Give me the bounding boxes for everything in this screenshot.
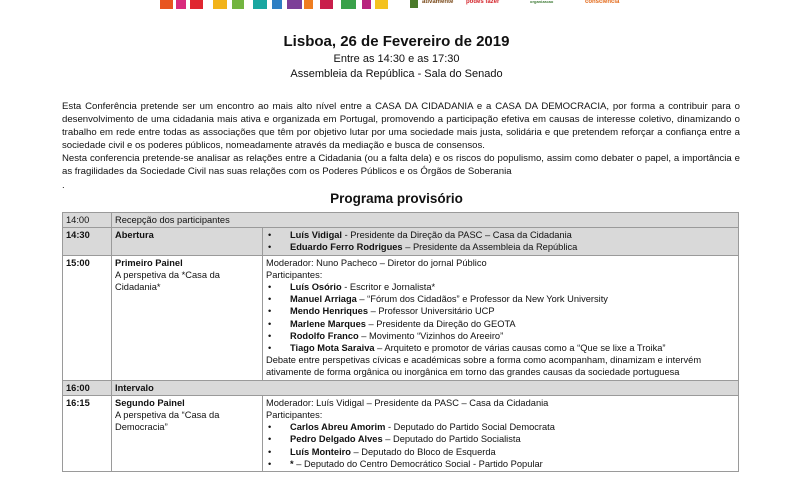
event-venue: Assembleia da República - Sala do Senado <box>290 68 503 80</box>
label-cell: Intervalo <box>112 380 739 395</box>
intro-paragraph-3: . <box>62 179 65 191</box>
logo-text-podes: podes fazer <box>466 0 500 5</box>
speaker-role: – Movimento “Vizinhos do Areeiro” <box>358 330 504 341</box>
speaker-role: – “Fórum dos Cidadãos” e Professor da New York University <box>356 294 608 305</box>
label-cell <box>112 395 263 471</box>
time-cell: 16:15 <box>63 395 112 471</box>
intro-text <box>62 100 740 192</box>
intro-paragraph-2: Nesta conferencia pretende-se analisar as relações entre a Cidadania (ou a falta dela) e os riscos do populismo, assim como debater o papel, a importância e as fragilidades da Sociedade Civil nas suas relações com os Poderes Públicos e os Órgãos de Soberania <box>62 153 740 178</box>
participants-heading: Participantes: <box>266 410 323 421</box>
speaker-name: Carlos Abreu Amorim <box>290 422 386 433</box>
time-cell: 16:00 <box>63 380 112 395</box>
speaker-role: – Presidente da Assembleia da República <box>402 242 578 253</box>
label-cell: Recepção dos participantes <box>112 213 739 228</box>
time-cell: 14:00 <box>63 213 112 228</box>
panel-label: Segundo Painel <box>115 397 185 408</box>
label-cell <box>112 255 263 380</box>
logo-house-icon <box>410 0 418 8</box>
logo-block-blue <box>272 0 282 9</box>
speaker-name: Luís Osório <box>290 282 342 293</box>
logo-strip <box>0 0 793 14</box>
logo-block-yellow <box>213 0 227 9</box>
speaker-list <box>266 229 735 253</box>
list-item <box>266 241 735 253</box>
speaker-name: Tiago Mota Saraiva <box>290 343 375 354</box>
list-item <box>266 446 735 458</box>
logo-block-orange <box>160 0 173 9</box>
panel-subtitle: A perspetiva da “Casa da Democracia” <box>115 410 220 433</box>
list-item <box>266 330 735 342</box>
detail-cell <box>263 255 739 380</box>
program-table <box>62 212 739 472</box>
list-item <box>266 293 735 305</box>
table-row-panel-1 <box>63 255 739 380</box>
logo-block-purple <box>287 0 302 9</box>
speaker-name: Eduardo Ferro Rodrigues <box>290 242 403 253</box>
speaker-role: – Presidente da Direção do GEOTA <box>365 318 516 329</box>
moderator-line: Moderador: Luís Vidigal – Presidente da PASC – Casa da Cidadania <box>266 397 549 408</box>
speaker-name: * <box>290 458 294 469</box>
speaker-name: Luís Monteiro <box>290 446 351 457</box>
event-time: Entre as 14:30 e as 17:30 <box>333 53 460 65</box>
panel-subtitle: A perspetiva da *Casa da Cidadania* <box>115 269 220 293</box>
speaker-role: - Escritor e Jornalista* <box>341 282 436 293</box>
logo-text-consc: consciencia <box>585 0 620 5</box>
table-row-reception <box>63 213 739 228</box>
logo-text-ativamente: ativamente <box>422 0 454 5</box>
list-item <box>266 421 735 433</box>
detail-cell <box>263 395 739 471</box>
intro-paragraph-1: Esta Conferência pretende ser um encontro ao mais alto nível entre a CASA DA CIDADANIA e a CASA DA DEMOCRACIA, por forma a contribuir para o desenvolvimento de uma cidadania mais ativa e organizada em Portugal, promovendo a participação efetiva em causas de interesse coletivo, dinamizando o trabalho em rede entre todas as associações que têm por objetivo lutar por uma sociedade mais justa, solidária e que pretendem reforçar a confiança entre a sociedade civil e os poderes públicos, nomeadamente através da mediação e busca de consensos. <box>62 101 740 152</box>
logo-block-red2 <box>320 0 333 9</box>
logo-block-red <box>190 0 203 9</box>
logo-text-org: organizacao <box>530 0 554 4</box>
list-item <box>266 229 735 241</box>
speaker-role: – Arquiteto e promotor de várias causas como a “Que se lixe a Troika” <box>374 343 666 354</box>
speaker-name: Marlene Marques <box>290 318 366 329</box>
list-item <box>266 305 735 317</box>
list-item <box>266 342 735 354</box>
panel-label: Primeiro Painel <box>115 257 183 268</box>
speaker-role: - Deputado do Partido Social Democrata <box>385 422 555 433</box>
table-row-opening <box>63 228 739 255</box>
logo-block-green <box>232 0 244 9</box>
table-row-break <box>63 380 739 395</box>
speaker-list <box>266 421 735 470</box>
speaker-role: - Presidente da Direção da PASC – Casa da Cidadania <box>342 230 572 241</box>
logo-block-pink <box>176 0 186 9</box>
speaker-role: – Deputado do Partido Socialista <box>382 434 521 445</box>
speaker-role: – Deputado do Bloco de Esquerda <box>350 446 496 457</box>
time-cell: 15:00 <box>63 255 112 380</box>
logo-block-yellow2 <box>375 0 388 9</box>
page-title: Lisboa, 26 de Fevereiro de 2019 <box>283 33 510 50</box>
table-row-panel-2 <box>63 395 739 471</box>
list-item <box>266 281 735 293</box>
program-title: Programa provisório <box>330 191 463 206</box>
speaker-role: – Professor Universitário UCP <box>368 306 495 317</box>
list-item <box>266 318 735 330</box>
participants-heading: Participantes: <box>266 269 323 280</box>
list-item <box>266 433 735 445</box>
moderator-line: Moderador: Nuno Pacheco – Diretor do jornal Público <box>266 257 487 268</box>
detail-cell <box>263 228 739 255</box>
speaker-name: Mendo Henriques <box>290 306 368 317</box>
list-item <box>266 458 735 470</box>
speaker-name: Manuel Arriaga <box>290 294 357 305</box>
logo-block-orange2 <box>304 0 313 9</box>
debate-description: Debate entre perspetivas cívicas e académicas sobre a forma como acompanham, dinamizam e intervém ativamente de forma orgânica ou inorgânica em torno das grandes causas da sociedade portuguesa <box>266 355 702 378</box>
speaker-name: Luís Vidigal <box>290 230 343 241</box>
speaker-role: – Deputado do Centro Democrático Social - Partido Popular <box>293 458 543 469</box>
speaker-name: Pedro Delgado Alves <box>290 434 383 445</box>
logo-block-teal <box>253 0 267 9</box>
time-cell: 14:30 <box>63 228 112 255</box>
logo-block-magenta <box>362 0 371 9</box>
speaker-list <box>266 281 735 354</box>
label-cell: Abertura <box>112 228 263 255</box>
logo-block-green2 <box>341 0 356 9</box>
speaker-name: Rodolfo Franco <box>290 330 359 341</box>
